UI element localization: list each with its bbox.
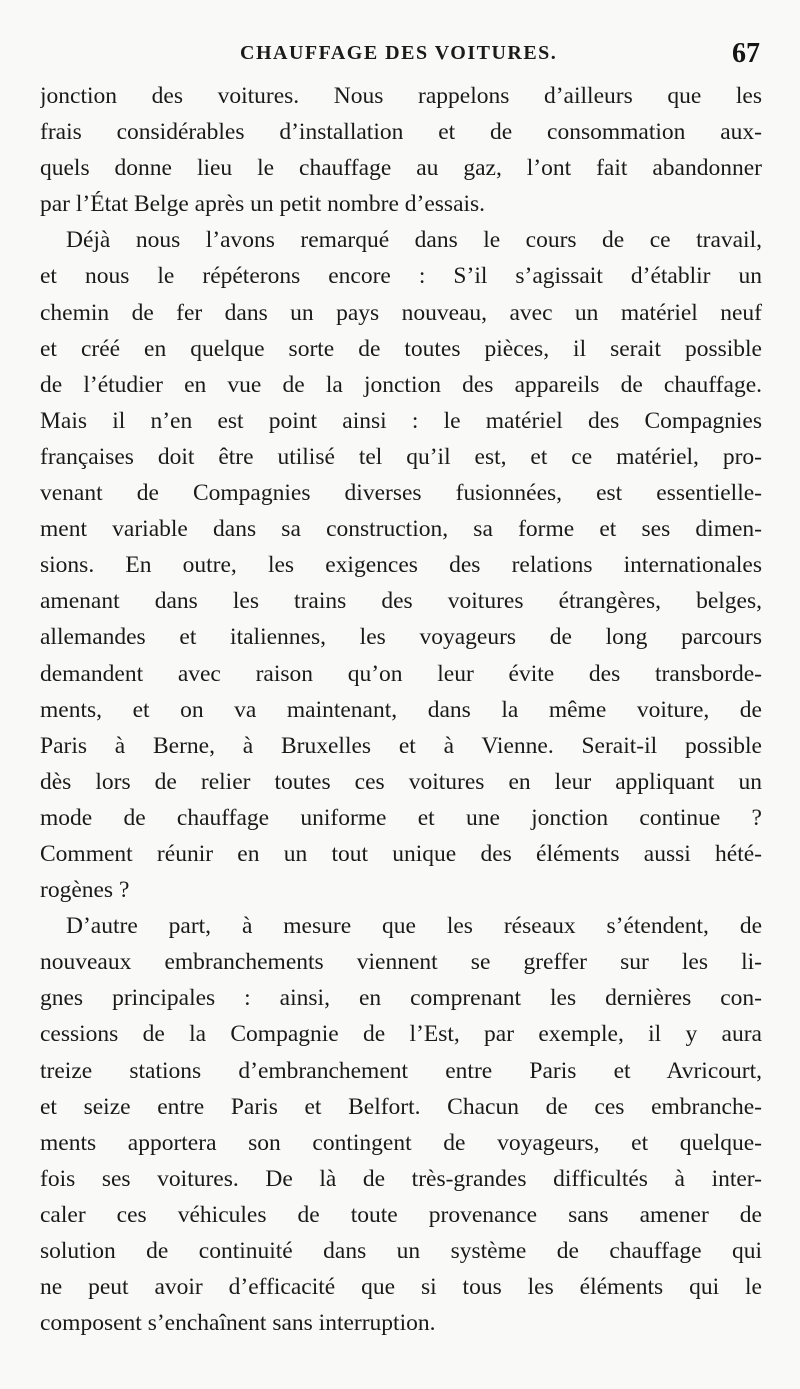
text-line: sions. En outre, les exigences des relations internationales [40, 552, 762, 579]
text-line: solution de continuité dans un système de chauffage qui [40, 1238, 762, 1264]
text-line: cessions de la Compagnie de l’Est, par exemple, il y aura [40, 1021, 762, 1048]
text-line: venant de Compagnies diverses fusionnées, est essentielle- [40, 480, 762, 507]
text-line: ments apportera son contingent de voyageurs, et quelque- [40, 1129, 762, 1156]
text-line: quels donne lieu le chauffage au gaz, l’ont fait abandonner [40, 155, 762, 182]
text-line: mode de chauffage uniforme et une jonction continue ? [40, 804, 762, 831]
text-line: amenant dans les trains des voitures étrangères, belges, [40, 588, 762, 615]
text-line: gnes principales : ainsi, en comprenant les dernières con- [40, 985, 762, 1012]
text-line: caler ces véhicules de toute provenance sans amener de [40, 1201, 762, 1228]
text-line: composent s’enchaînent sans interruption. [40, 1310, 436, 1337]
text-line: allemandes et italiennes, les voyageurs de long parcours [40, 624, 762, 651]
text-line: de l’étudier en vue de la jonction des appareils de chauffage. [40, 371, 762, 398]
text-line: Déjà nous l’avons remarqué dans le cours de ce travail, [66, 227, 762, 254]
text-line: Comment réunir en un tout unique des éléments aussi hété- [40, 840, 762, 867]
running-head: CHAUFFAGE DES VOITURES. [240, 42, 558, 64]
text-line: rogènes ? [40, 877, 130, 904]
text-line: D’autre part, à mesure que les réseaux s’étendent, de [66, 913, 762, 940]
page-header [40, 36, 762, 76]
text-line: ment variable dans sa construction, sa forme et ses dimen- [40, 516, 762, 543]
text-line: françaises doit être utilisé tel qu’il est, et ce matériel, pro- [40, 443, 762, 470]
text-line: ne peut avoir d’efficacité que si tous les éléments qui le [40, 1274, 762, 1301]
text-line: jonction des voitures. Nous rappelons d’ailleurs que les [40, 83, 762, 109]
page-number: 67 [732, 38, 760, 69]
text-line: ments, et on va maintenant, dans la même voiture, de [40, 696, 762, 723]
text-line: treize stations d’embranchement entre Paris et Avricourt, [40, 1057, 762, 1084]
text-line: Mais il n’en est point ainsi : le matériel des Compagnies [40, 407, 762, 434]
text-line: nouveaux embranchements viennent se greffer sur les li- [40, 949, 762, 976]
text-line: dès lors de relier toutes ces voitures en leur appliquant un [40, 768, 762, 795]
body-text [40, 78, 762, 1341]
text-line: demandent avec raison qu’on leur évite des transborde- [40, 660, 762, 687]
text-line: Paris à Berne, à Bruxelles et à Vienne. Serait-il possible [40, 732, 762, 759]
text-line: par l’État Belge après un petit nombre d’essais. [40, 191, 486, 218]
text-line: fois ses voitures. De là de très-grandes difficultés à inter- [40, 1165, 762, 1192]
text-line: chemin de fer dans un pays nouveau, avec un matériel neuf [40, 299, 762, 326]
text-line: et nous le répéterons encore : S’il s’agissait d’établir un [40, 263, 762, 290]
text-line: et seize entre Paris et Belfort. Chacun de ces embranche- [40, 1093, 762, 1120]
text-line: et créé en quelque sorte de toutes pièces, il serait possible [40, 335, 762, 362]
text-line: frais considérables d’installation et de consommation aux- [40, 119, 762, 146]
